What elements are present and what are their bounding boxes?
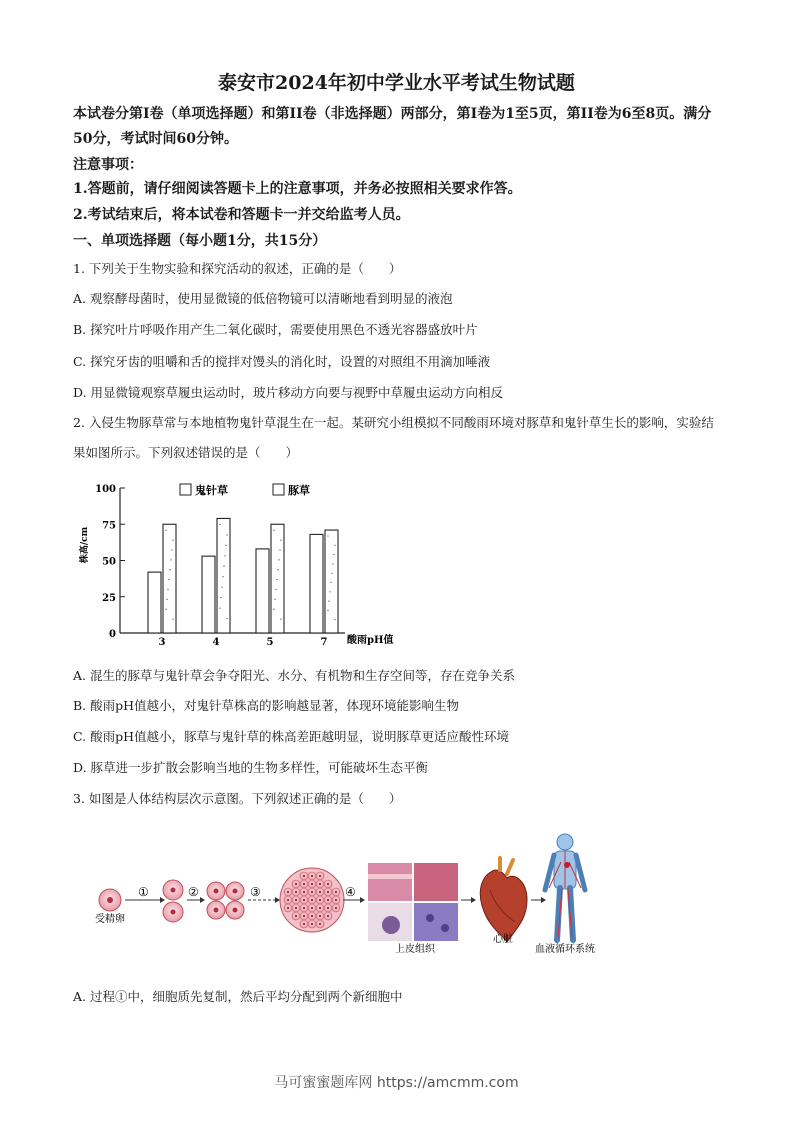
q3-option-a: A. 过程①中，细胞质先复制，然后平均分配到两个新细胞中 [73, 989, 403, 1004]
bar-stipple [278, 559, 279, 560]
ph-bar-chart [75, 475, 425, 655]
human-body-icon [545, 834, 585, 940]
bar-stipple [327, 535, 328, 536]
bar-stipple [280, 619, 281, 620]
heart-icon [480, 858, 527, 942]
legend-swatch [273, 484, 284, 495]
bar-stipple [219, 607, 220, 608]
process-3-mark: ③ [250, 885, 261, 899]
bar-guizhencao [148, 572, 161, 633]
bar-tuncao [163, 524, 176, 633]
bar-stipple [226, 618, 227, 619]
bar-stipple [224, 555, 225, 556]
bar-stipple [172, 619, 173, 620]
circulatory-system-label: 血液循环系统 [535, 944, 595, 955]
bar-stipple [223, 566, 224, 567]
q1-option-a: A. 观察酵母菌时，使用显微镜的低倍物镜可以清晰地看到明显的液泡 [73, 291, 453, 306]
page-title: 泰安市2024年初中学业水平考试生物试题 [218, 72, 575, 94]
q2-option-d: D. 豚草进一步扩散会影响当地的生物多样性，可能破坏生态平衡 [73, 760, 429, 775]
bar-stipple [275, 589, 276, 590]
bar-tuncao [325, 530, 338, 633]
bar-stipple [332, 563, 333, 564]
bar-stipple [327, 610, 328, 611]
footer-watermark: 马可蜜蜜题库网 https://amcmm.com [274, 1075, 519, 1091]
q2-option-c: C. 酸雨pH值越小，豚草与鬼针草的株高差距越明显，说明豚草更适应酸性环境 [73, 729, 509, 744]
bar-stipple [331, 573, 332, 574]
bar-stipple [219, 524, 220, 525]
tissue-label: 上皮组织 [395, 944, 435, 955]
notice-2: 2.考试结束后，将本试卷和答题卡一并交给监考人员。 [73, 207, 410, 223]
bar-stipple [169, 569, 170, 570]
y-tick-label: 0 [109, 629, 116, 640]
process-4-mark: ④ [345, 885, 356, 899]
bar-stipple [170, 559, 171, 560]
legend-label: 鬼针草 [195, 484, 228, 497]
exam-intro: 本试卷分第I卷（单项选择题）和第II卷（非选择题）两部分，第I卷为1至5页，第II卷为6至8页。满分50分，考试时间60分钟。 [73, 106, 712, 147]
notice-1: 1.答题前，请仔细阅读答题卡上的注意事项，并务必按照相关要求作答。 [73, 181, 522, 197]
bar-stipple [167, 589, 168, 590]
legend-label: 豚草 [288, 484, 310, 497]
bar-stipple [171, 549, 172, 550]
body-levels-figure [95, 830, 615, 960]
bar-tuncao [271, 524, 284, 633]
zygote-label: 受精卵 [95, 914, 125, 925]
bar-stipple [276, 579, 277, 580]
bar-stipple [168, 579, 169, 580]
bar-stipple [334, 545, 335, 546]
bar-stipple [328, 601, 329, 602]
y-tick-label: 100 [95, 484, 116, 495]
bar-stipple [226, 534, 227, 535]
bar-stipple [273, 530, 274, 531]
bar-stipple [225, 545, 226, 546]
x-tick-label: 3 [158, 637, 166, 648]
two-cell-icon [163, 880, 183, 922]
q1-option-b: B. 探究叶片呼吸作用产生二氧化碳时，需要使用黑色不透光容器盛放叶片 [73, 322, 478, 337]
zygote-icon [99, 889, 121, 911]
x-tick-label: 4 [212, 637, 220, 648]
bar-stipple [274, 599, 275, 600]
y-tick-label: 75 [102, 520, 116, 532]
bar-stipple [222, 576, 223, 577]
y-tick-label: 25 [102, 592, 116, 604]
bar-stipple [280, 540, 281, 541]
bar-tuncao [217, 518, 230, 633]
heart-label: 心脏 [493, 934, 513, 945]
q2-option-a: A. 混生的豚草与鬼针草会争夺阳光、水分、有机物和生存空间等，存在竞争关系 [73, 668, 515, 683]
bar-stipple [165, 609, 166, 610]
notice-heading: 注意事项： [73, 157, 143, 173]
y-axis-label: 株高/cm [80, 526, 90, 564]
x-tick-label: 7 [320, 637, 328, 648]
process-2-mark: ② [188, 885, 199, 899]
bar-stipple [334, 619, 335, 620]
bar-stipple [221, 587, 222, 588]
bar-stipple [220, 597, 221, 598]
bar-guizhencao [310, 534, 323, 633]
q2-option-b: B. 酸雨pH值越小，对鬼针草株高的影响越显著，体现环境能影响生物 [73, 698, 460, 713]
q1-option-d: D. 用显微镜观察草履虫运动时，玻片移动方向要与视野中草履虫运动方向相反 [73, 385, 504, 400]
bar-stipple [333, 554, 334, 555]
bar-stipple [279, 549, 280, 550]
q1-stem: 1. 下列关于生物实验和探究活动的叙述，正确的是（ ） [73, 261, 402, 276]
process-1-mark: ① [138, 885, 149, 899]
section-heading: 一、单项选择题（每小题1分，共15分） [73, 233, 327, 249]
bar-stipple [165, 530, 166, 531]
x-axis-label: 酸雨pH值 [347, 635, 394, 646]
bar-stipple [273, 609, 274, 610]
bar-stipple [172, 540, 173, 541]
y-tick-label: 50 [102, 556, 116, 568]
four-cell-icon [207, 882, 244, 919]
tissue-images-icon [368, 863, 458, 941]
bar-stipple [166, 599, 167, 600]
bar-stipple [329, 591, 330, 592]
q1-option-c: C. 探究牙齿的咀嚼和舌的搅拌对馒头的消化时，设置的对照组不用滴加唾液 [73, 354, 491, 369]
q3-stem: 3. 如图是人体结构层次示意图。下列叙述正确的是（ ） [73, 791, 402, 806]
cell-mass-icon [280, 868, 344, 932]
bar-guizhencao [256, 549, 269, 633]
legend-swatch [180, 484, 191, 495]
q2-stem: 2. 入侵生物豚草常与本地植物鬼针草混生在一起。某研究小组模拟不同酸雨环境对豚草和鬼针草生长的影响，实验结果如图所示。下列叙述错误的是（ ） [73, 415, 714, 460]
x-tick-label: 5 [266, 637, 274, 648]
bar-guizhencao [202, 556, 215, 633]
bar-stipple [330, 582, 331, 583]
bar-stipple [277, 569, 278, 570]
